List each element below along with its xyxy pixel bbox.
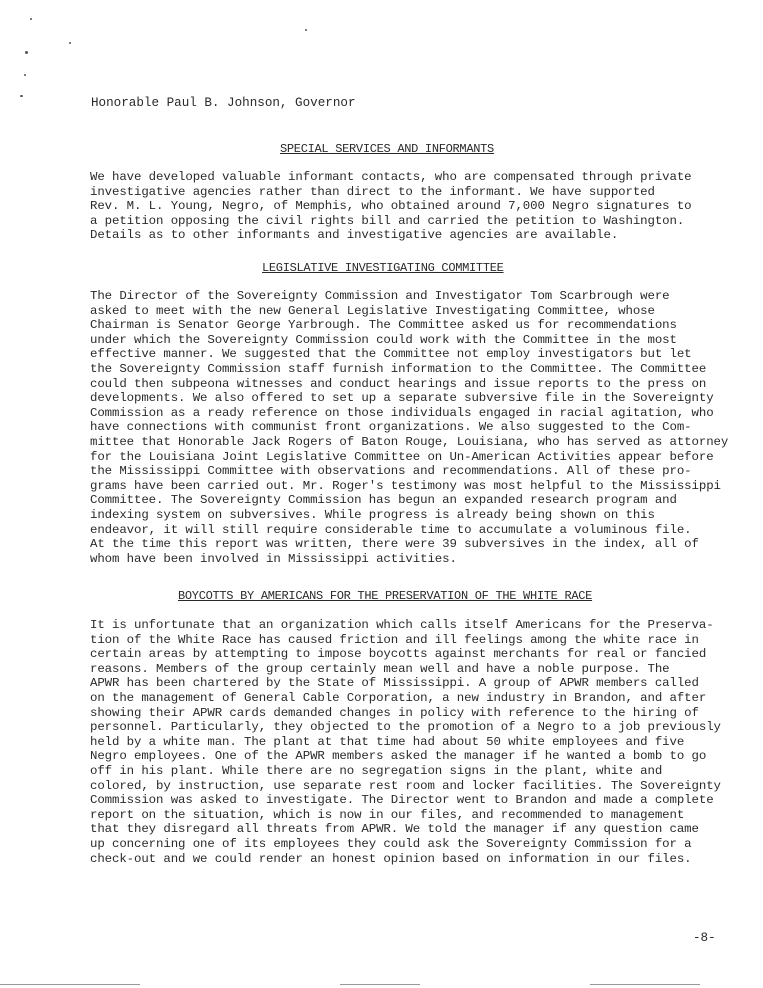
text-line: Commission was asked to investigate. The Director went to Brandon and made a complete [90, 793, 714, 808]
text-line: report on the situation, which is now in our files, and recommended to management [90, 807, 685, 822]
text-line: Negro employees. One of the APWR members asked the manager if he wanted a bomb to go [90, 749, 707, 764]
text-line: reasons. Members of the group certainly mean well and have a noble purpose. The [90, 661, 670, 676]
section-heading-legislative: LEGISLATIVE INVESTIGATING COMMITTEE [262, 261, 504, 275]
section-heading-boycotts: BOYCOTTS BY AMERICANS FOR THE PRESERVATION OF THE WHITE RACE [178, 589, 593, 603]
text-line: up concerning one of its employees they could ask the Sovereignty Commission for a [90, 836, 692, 851]
scan-edge-line [340, 984, 420, 985]
text-line: Committee. The Sovereignty Commission has begun an expanded research program and [90, 493, 677, 508]
text-line: for the Louisiana Joint Legislative Committee on Un-American Activities appear before [90, 449, 714, 464]
text-line: the Mississippi Committee with observations and recommendations. All of these pro- [90, 464, 692, 479]
section-heading-informants: SPECIAL SERVICES AND INFORMANTS [280, 142, 494, 156]
text-line: It is unfortunate that an organization which calls itself Americans for the Preserva- [90, 618, 714, 632]
scan-speck [20, 95, 23, 97]
scan-speck [25, 51, 28, 54]
scan-speck [24, 74, 26, 76]
text-line: whom have been involved in Mississippi activities. [90, 551, 457, 566]
text-line: Commission as a ready reference on those individuals engaged in racial agitation, who [90, 405, 714, 420]
text-line: tion of the White Race has caused friction and ill feelings among the white race in [90, 632, 699, 647]
text-line: developments. We also offered to set up a separate subversive file in the Sovereignty [90, 391, 714, 406]
text-line: APWR has been chartered by the State of Mississippi. A group of APWR members called [90, 676, 699, 691]
text-line: endeavor, it will still require considerable time to accumulate a voluminous file. [90, 522, 692, 537]
text-line: check-out and we could render an honest opinion based on information in our files. [90, 851, 692, 866]
text-line: could then subpeona witnesses and conduct hearings and issue reports to the press on [90, 376, 707, 391]
section-body-informants [90, 170, 750, 243]
text-line: the Sovereignty Commission staff furnish information to the Committee. The Committee [90, 361, 707, 376]
text-line: indexing system on subversives. While progress is already being shown on this [90, 507, 655, 522]
scan-speck [305, 29, 307, 31]
text-line: a petition opposing the civil rights bill and carried the petition to Washington. [90, 213, 685, 228]
text-line: grams have been carried out. Mr. Roger's testimony was most helpful to the Mississippi [90, 478, 721, 493]
scan-speck [69, 42, 71, 44]
scan-edge-line [590, 984, 700, 985]
text-line: under which the Sovereignty Commission could work with the Committee in the most [90, 332, 677, 347]
section-body-legislative [90, 289, 750, 566]
text-line: that they disregard all threats from APWR. We told the manager if any question came [90, 822, 699, 837]
text-line: We have developed valuable informant contacts, who are compensated through private [90, 170, 692, 184]
text-line: on the management of General Cable Corporation, a new industry in Brandon, and after [90, 690, 707, 705]
text-line: asked to meet with the new General Legislative Investigating Committee, whose [90, 303, 655, 318]
text-line: At the time this report was written, there were 39 subversives in the index, all of [90, 537, 699, 552]
text-line: showing their APWR cards demanded changes in policy with reference to the hiring of [90, 705, 699, 720]
text-line: have connections with communist front organizations. We also suggested to the Com- [90, 420, 692, 435]
section-body-boycotts [90, 618, 750, 866]
text-line: personnel. Particularly, they objected to the promotion of a Negro to a job previously [90, 720, 721, 735]
text-line: Chairman is Senator George Yarbrough. The Committee asked us for recommendations [90, 318, 677, 333]
page-number: -8- [693, 931, 716, 945]
text-line: effective manner. We suggested that the Committee not employ investigators but let [90, 347, 692, 362]
text-line: colored, by instruction, use separate rest room and locker facilities. The Sovereignty [90, 778, 721, 793]
text-line: Details as to other informants and investigative agencies are available. [90, 228, 619, 243]
scan-edge-line [0, 984, 140, 985]
text-line: The Director of the Sovereignty Commission and Investigator Tom Scarbrough were [90, 289, 670, 303]
text-line: mittee that Honorable Jack Rogers of Baton Rouge, Louisiana, who has served as attorney [90, 434, 729, 449]
text-line: investigative agencies rather than direct to the informant. We have supported [90, 184, 655, 199]
text-line: off in his plant. While there are no segregation signs in the plant, white and [90, 763, 663, 778]
scan-speck [30, 18, 32, 20]
text-line: Rev. M. L. Young, Negro, of Memphis, who obtained around 7,000 Negro signatures to [90, 199, 692, 214]
text-line: certain areas by attempting to impose boycotts against merchants for real or fancied [90, 647, 707, 662]
text-line: held by a white man. The plant at that time had about 50 white employees and five [90, 734, 685, 749]
addressee-line: Honorable Paul B. Johnson, Governor [91, 96, 356, 110]
